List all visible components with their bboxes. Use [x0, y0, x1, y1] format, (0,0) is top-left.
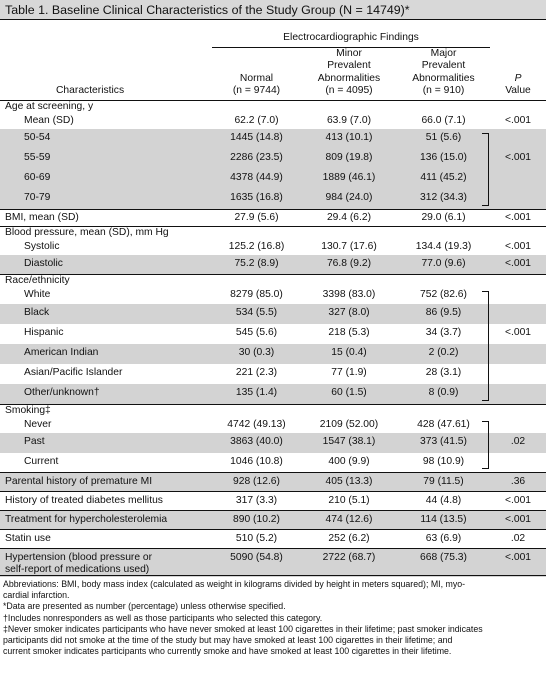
footnotes: [3, 579, 543, 657]
minor-abnormalities-header: Minor Prevalent Abnormalities (n = 4095): [301, 47, 397, 100]
normal-value: 135 (1.4): [212, 384, 301, 404]
major-value: 312 (34.3): [397, 189, 490, 209]
minor-value: 984 (24.0): [301, 189, 397, 209]
row-label: Parental history of premature MI: [0, 472, 212, 491]
p-value: [490, 169, 546, 189]
normal-value: 890 (10.2): [212, 510, 301, 529]
minor-value: 29.4 (6.2): [301, 209, 397, 226]
p-value: <.001: [504, 327, 532, 338]
table-row: [0, 324, 546, 344]
p-value: [490, 417, 546, 433]
footnote-line: Abbreviations: BMI, body mass index (calculated as weight in kilograms divided by height in meters squared); MI, myo-: [3, 579, 466, 589]
normal-value: [212, 100, 301, 113]
major-value: 28 (3.1): [425, 367, 462, 378]
table-row: [0, 364, 546, 384]
table-body: [0, 100, 546, 577]
major-value: 752 (82.6): [420, 289, 467, 300]
normal-value: 5090 (54.8): [212, 548, 301, 577]
major-value: 66.0 (7.1): [421, 115, 466, 126]
major-abnormalities-header: Major Prevalent Abnormalities (n = 910): [397, 47, 490, 100]
minor-value: 76.8 (9.2): [301, 255, 397, 274]
p-value: <.001: [490, 255, 546, 274]
row-label: 60-69: [0, 169, 212, 189]
minor-value: 1889 (46.1): [301, 169, 397, 189]
major-value: [397, 274, 490, 287]
table-row: [0, 113, 546, 129]
major-value: 29.0 (6.1): [397, 209, 490, 226]
major-value: 411 (45.2): [397, 169, 490, 189]
p-value: .36: [490, 472, 546, 491]
normal-value: 8279 (85.0): [230, 289, 283, 300]
p-value: [490, 226, 546, 239]
row-label: History of treated diabetes mellitus: [0, 491, 212, 510]
p-value: [490, 384, 546, 404]
row-label: Smoking‡: [0, 404, 212, 417]
normal-value: 510 (5.2): [212, 529, 301, 548]
normal-value: 125.2 (16.8): [228, 241, 285, 252]
footnote-line: †Includes nonresponders as well as those participants who selected this category.: [3, 612, 323, 623]
normal-value: 928 (12.6): [212, 472, 301, 491]
major-value: 8 (0.9): [397, 384, 490, 404]
row-label: Age at screening, y: [0, 100, 212, 113]
group-bracket: [482, 291, 489, 401]
minor-value: 210 (5.1): [301, 491, 397, 510]
minor-value: [301, 100, 397, 113]
table-row: [0, 189, 546, 209]
normal-value: 1635 (16.8): [212, 189, 301, 209]
row-label: Hypertension (blood pressure or self-report of medications used): [0, 548, 212, 577]
table-row: [0, 226, 546, 239]
table-row: [0, 472, 546, 491]
row-label: 50-54: [0, 129, 212, 149]
minor-value: 63.9 (7.0): [326, 115, 372, 126]
row-label: Hispanic: [24, 327, 64, 338]
normal-value: 75.2 (8.9): [212, 255, 301, 274]
table-row: [0, 510, 546, 529]
normal-header: Normal (n = 9744): [212, 47, 301, 100]
major-value: 668 (75.3): [397, 548, 490, 577]
row-label: Blood pressure, mean (SD), mm Hg: [0, 226, 212, 239]
major-value: 98 (10.9): [422, 456, 465, 467]
row-label: Mean (SD): [24, 115, 74, 126]
normal-value: 1046 (10.8): [230, 456, 283, 467]
normal-value: 30 (0.3): [212, 344, 301, 364]
minor-value: 1547 (38.1): [301, 433, 397, 453]
normal-value: 317 (3.3): [212, 491, 301, 510]
p-value: <.001: [504, 241, 532, 252]
minor-value: 809 (19.8): [301, 149, 397, 169]
table-row: [0, 384, 546, 404]
table-row: [0, 529, 546, 548]
minor-value: 60 (1.5): [301, 384, 397, 404]
row-label: Race/ethnicity: [0, 274, 212, 287]
table-row: [0, 255, 546, 274]
row-label: 55-59: [0, 149, 212, 169]
p-value-header: P Value: [490, 47, 546, 100]
p-value: .02: [490, 433, 546, 453]
minor-value: 474 (12.6): [301, 510, 397, 529]
table-row: [0, 404, 546, 417]
p-value: .02: [490, 529, 546, 548]
major-value: 373 (41.5): [397, 433, 490, 453]
major-value: 428 (47.61): [417, 419, 470, 430]
table-row: [0, 548, 546, 577]
minor-value: 218 (5.3): [328, 327, 370, 338]
minor-value: [301, 274, 397, 287]
minor-value: [301, 404, 397, 417]
major-value: [397, 100, 490, 113]
p-value: [490, 404, 546, 417]
normal-value: 545 (5.6): [235, 327, 278, 338]
footnote-line: *Data are presented as number (percentage) unless otherwise specified.: [3, 601, 286, 612]
normal-value: 2286 (23.5): [212, 149, 301, 169]
normal-value: 4742 (49.13): [227, 419, 286, 430]
table-title: Table 1. Baseline Clinical Characteristics of the Study Group (N = 14749)*: [0, 0, 546, 20]
minor-value: 327 (8.0): [301, 304, 397, 324]
row-label: Systolic: [24, 241, 60, 252]
characteristics-header: Characteristics: [0, 47, 212, 100]
table-row: [0, 304, 546, 324]
p-value: [490, 364, 546, 384]
footnote-line: current smoker indicates participants who currently smoke and have smoked at least 100 cigarettes in their lifetime.: [3, 646, 452, 657]
ecg-findings-header: Electrocardiographic Findings: [212, 32, 490, 47]
row-label: Never: [24, 419, 52, 430]
normal-value: 27.9 (5.6): [212, 209, 301, 226]
minor-value: 77 (1.9): [331, 367, 367, 378]
p-value: [490, 344, 546, 364]
p-value: <.001: [490, 491, 546, 510]
major-value: 77.0 (9.6): [397, 255, 490, 274]
table-row: [0, 100, 546, 113]
table-row: [0, 344, 546, 364]
row-label: BMI, mean (SD): [0, 209, 212, 226]
normal-value: 4378 (44.9): [212, 169, 301, 189]
row-label: Diastolic: [0, 255, 212, 274]
normal-value: 221 (2.3): [235, 367, 278, 378]
row-label: Past: [0, 433, 212, 453]
minor-value: 2722 (68.7): [301, 548, 397, 577]
minor-value: 400 (9.9): [328, 456, 370, 467]
minor-value: 405 (13.3): [301, 472, 397, 491]
p-value: [490, 189, 546, 209]
p-value: <.001: [504, 115, 532, 126]
normal-value: [212, 274, 301, 287]
minor-value: 3398 (83.0): [322, 289, 376, 300]
major-value: 79 (11.5): [397, 472, 490, 491]
table-row: [0, 169, 546, 189]
major-value: [397, 404, 490, 417]
major-value: 34 (3.7): [425, 327, 462, 338]
table-row: [0, 239, 546, 255]
row-label: American Indian: [0, 344, 212, 364]
row-label: Other/unknown†: [0, 384, 212, 404]
major-value: [397, 226, 490, 239]
footnote-line: participants did not smoke at the time of the study but may have smoked at least 100 cigarettes in their lifetime; and: [3, 635, 453, 646]
p-value: [490, 129, 546, 149]
bottom-rule: [0, 575, 546, 576]
p-value: <.001: [490, 510, 546, 529]
normal-value: 62.2 (7.0): [234, 115, 279, 126]
group-bracket: [482, 133, 489, 206]
table-row: [0, 453, 546, 472]
major-value: 134.4 (19.3): [415, 241, 472, 252]
normal-value: 534 (5.5): [212, 304, 301, 324]
table-row: [0, 129, 546, 149]
row-label: Asian/Pacific Islander: [24, 367, 123, 378]
table-row: [0, 491, 546, 510]
p-value: <.001: [490, 149, 546, 169]
row-label: 70-79: [0, 189, 212, 209]
table-row: [0, 287, 546, 304]
table-row: [0, 417, 546, 433]
p-value: [490, 453, 546, 472]
major-value: 2 (0.2): [397, 344, 490, 364]
major-value: 63 (6.9): [397, 529, 490, 548]
p-value: [490, 287, 546, 304]
row-label: Black: [0, 304, 212, 324]
major-value: 136 (15.0): [397, 149, 490, 169]
p-value: [490, 100, 546, 113]
row-label: Treatment for hypercholesterolemia: [0, 510, 212, 529]
p-value: [490, 274, 546, 287]
major-value: 51 (5.6): [397, 129, 490, 149]
normal-value: 3863 (40.0): [212, 433, 301, 453]
minor-value: 413 (10.1): [301, 129, 397, 149]
footnote-line: ‡Never smoker indicates participants who have never smoked at least 100 cigarettes in their lifetime; past smoker indicates: [3, 623, 483, 634]
minor-value: 252 (6.2): [301, 529, 397, 548]
p-value: <.001: [490, 209, 546, 226]
normal-value: [212, 404, 301, 417]
normal-value: [212, 226, 301, 239]
minor-value: 15 (0.4): [301, 344, 397, 364]
row-label: White: [24, 289, 51, 300]
minor-value: 2109 (52.00): [319, 419, 379, 430]
row-label: Statin use: [0, 529, 212, 548]
group-bracket: [482, 421, 489, 469]
normal-value: 1445 (14.8): [212, 129, 301, 149]
p-value: <.001: [490, 548, 546, 577]
minor-value: 130.7 (17.6): [321, 241, 377, 252]
major-value: 86 (9.5): [397, 304, 490, 324]
major-value: 114 (13.5): [397, 510, 490, 529]
table-row: [0, 209, 546, 226]
clinical-characteristics-table: [0, 32, 546, 577]
p-value: [490, 304, 546, 324]
row-label: Current: [24, 456, 59, 467]
table-row: [0, 149, 546, 169]
major-value: 44 (4.8): [397, 491, 490, 510]
minor-value: [301, 226, 397, 239]
footnote-line: cardial infarction.: [3, 590, 70, 601]
table-row: [0, 433, 546, 453]
table-row: [0, 274, 546, 287]
